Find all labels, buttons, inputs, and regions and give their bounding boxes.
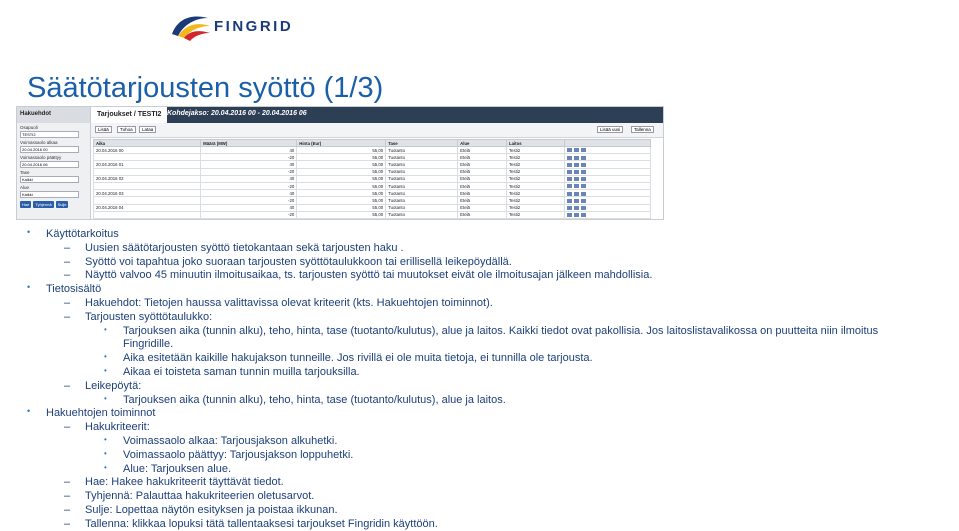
table-cell[interactable]: Testi2 <box>506 197 564 204</box>
bullet-text: Tarjousten syöttötaulukko: <box>85 310 213 323</box>
table-cell[interactable]: Etelä <box>458 147 507 154</box>
table-cell[interactable]: -20 <box>201 154 297 161</box>
dash-icon: – <box>64 490 71 503</box>
bullet-text: Voimassaolo alkaa: Tarjousjakson alkuhetki. <box>123 435 338 447</box>
period-label: Kohdejakso: 20.04.2016 00 - 20.04.2016 06 <box>167 110 307 117</box>
table-cell[interactable]: 20.04.2016 01 <box>94 161 201 168</box>
bullet-text: Hakukriteerit: <box>85 421 150 434</box>
table-cell[interactable]: 40 <box>201 175 297 182</box>
offers-table <box>93 139 651 219</box>
table-cell[interactable]: -20 <box>201 197 297 204</box>
delete-icon[interactable] <box>581 199 586 203</box>
table-cell[interactable]: 55,00 <box>297 154 386 161</box>
paste-icon[interactable] <box>574 177 579 181</box>
bullet-icon: • <box>104 324 107 334</box>
field-label: Tase <box>20 170 30 175</box>
column-header[interactable]: Tase <box>386 140 458 147</box>
table-cell[interactable]: Etelä <box>458 175 507 182</box>
table-cell[interactable]: -20 <box>201 211 297 218</box>
field-label: Voimassaolo päättyy <box>20 155 62 160</box>
field-label: Voimassaolo alkaa <box>20 140 58 145</box>
row-actions <box>565 197 651 204</box>
bullet-text: Fingridille. <box>123 338 174 351</box>
search-panel <box>17 107 91 219</box>
copy-icon[interactable] <box>567 163 572 167</box>
copy-icon[interactable] <box>567 156 572 160</box>
bullet-text: Tyhjennä: Palauttaa hakukriteerien oletusarvot. <box>85 490 315 503</box>
table-cell[interactable]: 40 <box>201 147 297 154</box>
delete-icon[interactable] <box>581 177 586 181</box>
section-heading: Tietosisältö <box>46 283 102 296</box>
table-cell[interactable]: 55,00 <box>297 161 386 168</box>
table-cell[interactable]: 40 <box>201 161 297 168</box>
table-cell[interactable]: 40 <box>201 190 297 197</box>
dash-icon: – <box>64 297 71 309</box>
table-cell[interactable]: Etelä <box>458 190 507 197</box>
bullet-icon: • <box>104 435 107 444</box>
field-input[interactable]: TESTI2 <box>20 131 79 138</box>
table-cell[interactable]: Tuotanto <box>386 197 458 204</box>
table-row[interactable] <box>94 182 651 189</box>
delete-icon[interactable] <box>581 148 586 152</box>
bullet-icon: • <box>104 462 107 472</box>
field-input[interactable]: 20.04.2016 06 <box>20 161 79 168</box>
dash-icon: – <box>64 517 71 530</box>
copy-icon[interactable] <box>567 213 572 217</box>
table-cell[interactable]: 20.04.2016 03 <box>94 190 201 197</box>
table-cell[interactable]: Tuotanto <box>386 147 458 154</box>
field-input[interactable]: 20.04.2016 00 <box>20 146 79 153</box>
bullet-text: Aika esitetään kaikille hakujakson tunneille. Jos rivillä ei ole muita tietoja, ei tunnilla ole tarjousta. <box>123 352 593 365</box>
table-cell[interactable]: 55,00 <box>297 211 386 218</box>
bullet-icon: • <box>104 366 107 375</box>
save-button[interactable]: Tallenna <box>631 126 654 133</box>
bullet-text: Tallenna: klikkaa lopuksi tätä tallentaaksesi tarjoukset Fingridin käyttöön. <box>85 517 438 530</box>
table-cell[interactable]: Tuotanto <box>386 168 458 175</box>
table-cell[interactable] <box>94 168 201 175</box>
table-cell[interactable]: Etelä <box>458 182 507 189</box>
field-input[interactable]: Kaikki <box>20 176 79 183</box>
table-cell[interactable]: Tuotanto <box>386 190 458 197</box>
table-cell[interactable]: 55,00 <box>297 182 386 189</box>
column-header[interactable]: Määrä (MW) <box>201 140 297 147</box>
row-actions <box>565 182 651 189</box>
bullet-text: Hakuehdot: Tietojen haussa valittavissa olevat kriteerit (kts. Hakuehtojen toiminnot). <box>85 297 493 309</box>
row-actions <box>565 168 651 175</box>
row-actions <box>565 161 651 168</box>
paste-icon[interactable] <box>574 213 579 217</box>
delete-icon[interactable] <box>581 213 586 217</box>
row-actions <box>565 211 651 218</box>
table-cell[interactable]: Testi2 <box>506 211 564 218</box>
bullet-text: Sulje: Lopettaa näytön esityksen ja poistaa ikkunan. <box>85 504 338 516</box>
table-cell[interactable]: Etelä <box>458 204 507 211</box>
paste-icon[interactable] <box>574 163 579 167</box>
table-cell[interactable]: Etelä <box>458 154 507 161</box>
paste-icon[interactable] <box>574 206 579 210</box>
column-header[interactable]: Laitos <box>506 140 564 147</box>
section-heading: Käyttötarkoitus <box>46 228 119 240</box>
table-row[interactable] <box>94 211 651 218</box>
table-row[interactable] <box>94 168 651 175</box>
row-actions <box>565 175 651 182</box>
paste-icon[interactable] <box>574 156 579 160</box>
search-panel-button[interactable]: Hae <box>22 202 30 207</box>
paste-icon[interactable] <box>574 184 579 188</box>
table-row[interactable] <box>94 175 651 182</box>
app-screenshot <box>16 106 664 220</box>
table-cell[interactable]: Etelä <box>458 197 507 204</box>
delete-button[interactable]: Tuhoa <box>117 126 136 133</box>
dash-icon: – <box>64 379 71 392</box>
bullet-icon: • <box>27 227 31 237</box>
table-cell[interactable]: 55,00 <box>297 197 386 204</box>
table-cell[interactable]: Testi2 <box>506 168 564 175</box>
delete-icon[interactable] <box>581 184 586 188</box>
dash-icon: – <box>64 421 71 434</box>
paste-icon[interactable] <box>574 199 579 203</box>
bullet-text: Tarjouksen aika (tunnin alku), teho, hinta, tase (tuotanto/kulutus), alue ja laitos. Kaikki tiedot ovat pakollisia. Jos laitoslistavalikossa on puutteita niin ilmoitus <box>123 324 879 337</box>
bullet-icon: • <box>27 282 31 293</box>
table-row[interactable] <box>94 147 651 154</box>
paste-icon[interactable] <box>574 170 579 174</box>
table-row[interactable] <box>94 190 651 197</box>
table-row[interactable] <box>94 204 651 211</box>
table-cell[interactable]: Testi2 <box>506 182 564 189</box>
table-cell[interactable]: Tuotanto <box>386 204 458 211</box>
table-cell[interactable]: 55,00 <box>297 190 386 197</box>
actions-header <box>565 140 651 147</box>
table-cell[interactable] <box>94 154 201 161</box>
table-cell[interactable]: Tuotanto <box>386 175 458 182</box>
bullet-text: Näyttö valvoo 45 minuutin ilmoitusaikaa, ts. tarjousten syöttö tai muutokset eivät ole ilmoitusajan jälkeen mahdollisia. <box>85 269 653 282</box>
copy-icon[interactable] <box>567 148 572 152</box>
table-row[interactable] <box>94 197 651 204</box>
bullet-icon: • <box>104 448 107 458</box>
copy-icon[interactable] <box>567 199 572 203</box>
field-input[interactable]: Kaikki <box>20 191 79 198</box>
search-panel-button[interactable]: Tyhjennä <box>35 202 52 207</box>
copy-icon[interactable] <box>567 170 572 174</box>
add-new-button[interactable]: Lisää uusi <box>597 126 623 133</box>
page-title: Säätötarjousten syöttö (1/3) <box>27 72 384 104</box>
table-cell[interactable]: 20.04.2016 02 <box>94 175 201 182</box>
bullet-text: Hae: Hakee hakukriteerit täyttävät tiedot. <box>85 476 284 489</box>
dash-icon: – <box>64 476 71 489</box>
table-cell[interactable]: -20 <box>201 168 297 175</box>
table-row[interactable] <box>94 154 651 161</box>
add-button[interactable]: Lisää <box>95 126 112 133</box>
search-panel-header: Hakuehdot <box>17 107 90 123</box>
table-cell[interactable]: Testi2 <box>506 190 564 197</box>
table-cell[interactable]: Testi2 <box>506 147 564 154</box>
table-cell[interactable]: 40 <box>201 204 297 211</box>
bullet-text: Tarjouksen aika (tunnin alku), teho, hinta, tase (tuotanto/kulutus), alue ja laitos. <box>123 393 506 406</box>
dash-icon: – <box>64 504 71 516</box>
row-actions <box>565 147 651 154</box>
bullet-text: Uusien säätötarjousten syöttö tietokantaan sekä tarjousten haku . <box>85 241 404 254</box>
dash-icon: – <box>64 241 71 254</box>
paste-icon[interactable] <box>574 192 579 196</box>
column-header[interactable]: Alue <box>458 140 507 147</box>
bullet-text: Leikepöytä: <box>85 379 142 392</box>
search-panel-button[interactable]: Sulje <box>57 202 67 207</box>
table-row[interactable] <box>94 161 651 168</box>
table-cell[interactable]: Testi2 <box>506 161 564 168</box>
field-label: Alue <box>20 185 30 190</box>
delete-icon[interactable] <box>581 163 586 167</box>
row-actions <box>565 190 651 197</box>
table-cell[interactable]: 55,00 <box>297 147 386 154</box>
column-header[interactable]: Aika <box>94 140 201 147</box>
tab-tarjoukset[interactable]: Tarjoukset / TESTI2 <box>91 107 167 123</box>
table-cell[interactable]: Testi2 <box>506 204 564 211</box>
table-cell[interactable]: -20 <box>201 182 297 189</box>
copy-icon[interactable] <box>567 192 572 196</box>
copy-icon[interactable] <box>567 177 572 181</box>
bullet-icon: • <box>104 393 107 403</box>
column-header[interactable]: Hinta (Eur) <box>297 140 386 147</box>
table-cell[interactable]: 55,00 <box>297 168 386 175</box>
bullet-text: Aikaa ei toisteta saman tunnin muilla tarjouksilla. <box>123 366 360 378</box>
table-cell[interactable]: 20.04.2016 00 <box>94 147 201 154</box>
logo-wordmark: FINGRID <box>214 18 294 35</box>
bullet-text: Alue: Tarjouksen alue. <box>123 462 232 475</box>
paste-icon[interactable] <box>574 148 579 152</box>
dash-icon: – <box>64 310 71 323</box>
delete-icon[interactable] <box>581 192 586 196</box>
table-toolbar <box>91 123 663 138</box>
table-cell[interactable] <box>94 182 201 189</box>
delete-icon[interactable] <box>581 156 586 160</box>
table-cell[interactable]: 55,00 <box>297 204 386 211</box>
table-cell[interactable]: Tuotanto <box>386 211 458 218</box>
dash-icon: – <box>64 255 71 268</box>
bullet-icon: • <box>27 406 31 417</box>
dash-icon: – <box>64 269 71 282</box>
table-cell[interactable]: Testi2 <box>506 175 564 182</box>
table-cell[interactable]: 20.04.2016 04 <box>94 204 201 211</box>
bullet-text: Voimassaolo päättyy: Tarjousjakson loppuhetki. <box>123 448 354 461</box>
copy-icon[interactable] <box>567 184 572 188</box>
delete-icon[interactable] <box>581 170 586 174</box>
table-cell[interactable]: Etelä <box>458 211 507 218</box>
load-button[interactable]: Lataa <box>139 126 156 133</box>
table-cell[interactable] <box>94 211 201 218</box>
row-actions <box>565 154 651 161</box>
section-heading: Hakuehtojen toiminnot <box>46 407 156 420</box>
field-label: Osapuoli <box>20 125 38 130</box>
copy-icon[interactable] <box>567 206 572 210</box>
table-cell[interactable]: Etelä <box>458 168 507 175</box>
bullet-text: Syöttö voi tapahtua joko suoraan tarjousten syöttötaulukkoon tai erillisellä leikepöydällä. <box>85 255 512 268</box>
table-cell[interactable]: Etelä <box>458 161 507 168</box>
row-actions <box>565 204 651 211</box>
delete-icon[interactable] <box>581 206 586 210</box>
bullet-icon: • <box>104 352 107 362</box>
table-cell[interactable]: Tuotanto <box>386 161 458 168</box>
table-cell[interactable]: 55,00 <box>297 175 386 182</box>
table-cell[interactable]: Testi2 <box>506 154 564 161</box>
table-cell[interactable]: Tuotanto <box>386 154 458 161</box>
table-cell[interactable] <box>94 197 201 204</box>
table-cell[interactable]: Tuotanto <box>386 182 458 189</box>
